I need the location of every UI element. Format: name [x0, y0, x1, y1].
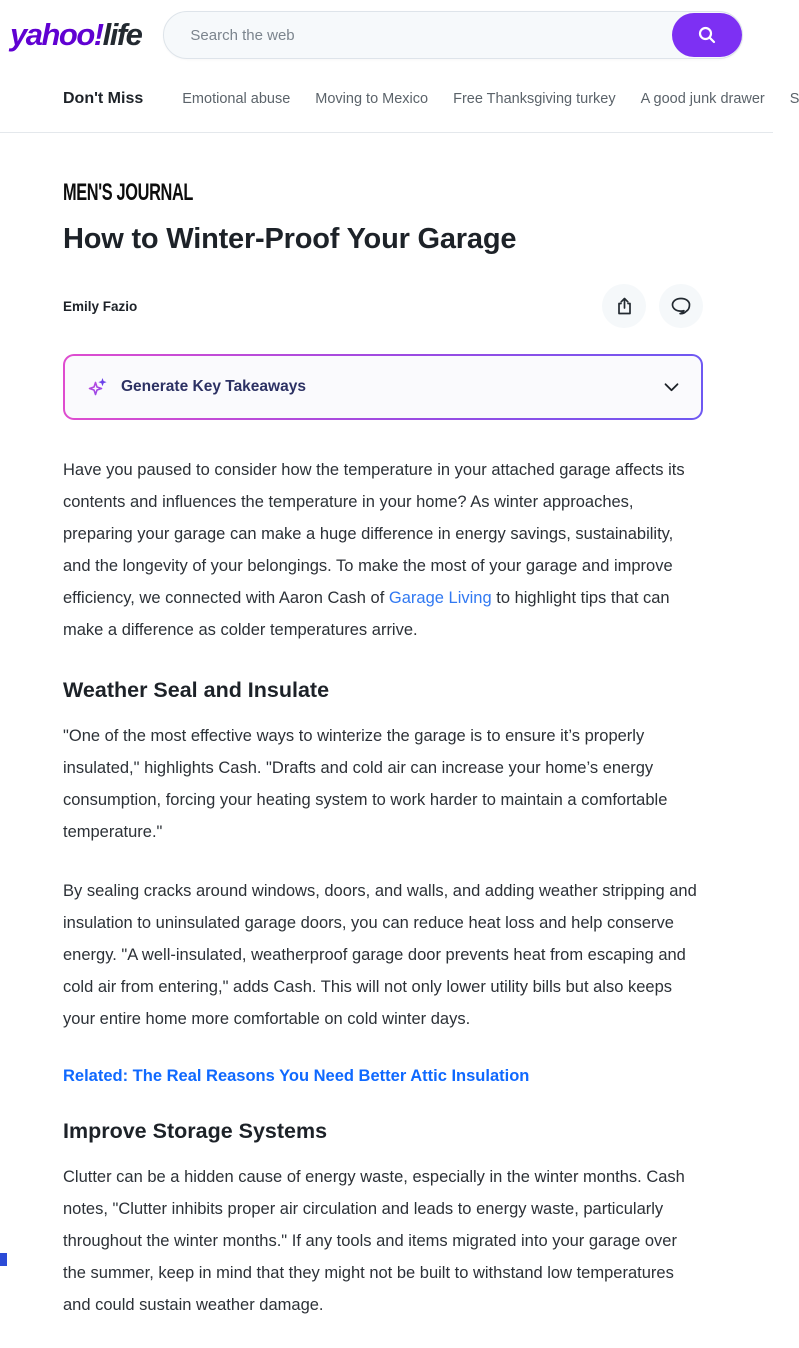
byline-row: [63, 284, 703, 328]
nav-item-moving-to-mexico[interactable]: Moving to Mexico: [315, 91, 429, 107]
nav-label-dont-miss: Don't Miss: [63, 90, 144, 107]
section-heading-weather-seal: Weather Seal and Insulate: [63, 678, 330, 702]
generate-key-takeaways-inner: [65, 356, 701, 418]
chevron-down-icon: [664, 383, 679, 392]
article-body: [63, 454, 703, 1321]
improve-storage-paragraph-1: Clutter can be a hidden cause of energy waste, especially in the winter months. Cash notes, "Clutter inhibits proper air circulation and leads to energy waste, particularly throughout the winter months." If any tools and items migrated into your garage over the summer, keep in mind that they might not be built to withstand low temperatures and could sustain weather damage.: [63, 1168, 685, 1314]
yahoo-logo-brand: yahoo!: [10, 17, 103, 52]
related-attic-insulation-link[interactable]: Related: The Real Reasons You Need Better Attic Insulation: [63, 1067, 530, 1085]
comments-button[interactable]: [659, 284, 703, 328]
share-button[interactable]: [602, 284, 646, 328]
nav-item-free-thanksgiving-turkey[interactable]: Free Thanksgiving turkey: [453, 91, 616, 107]
sparkle-icon: [87, 376, 109, 398]
generate-key-takeaways-label: Generate Key Takeaways: [121, 378, 306, 395]
nav-item-cutoff[interactable]: S: [789, 91, 799, 107]
search-bar: [163, 11, 743, 59]
intro-text-pre: Have you paused to consider how the temperature in your attached garage affects its contents and influences the temperature in your home? As winter approaches, preparing your garage can make a huge difference in energy savings, sustainability, and the longevity of your belongings. To make the most of your garage and improve efficiency, we connected with Aaron Cash of: [63, 461, 685, 607]
nav-item-a-good-junk-drawer[interactable]: A good junk drawer: [640, 91, 765, 107]
mens-journal-logo[interactable]: MEN'S JOURNAL: [63, 179, 194, 206]
share-icon: [614, 296, 635, 317]
garage-living-link[interactable]: Garage Living: [388, 589, 492, 607]
weather-seal-paragraph-2: By sealing cracks around windows, doors, and walls, and adding weather stripping and insulation to uninsulated garage doors, you can reduce heat loss and help conserve energy. "A well-insulated, weatherproof garage door prevents heat from escaping and cold air from entering," adds Cash. This will not only lower utility bills but also keeps your entire home more comfortable on cold winter days.: [63, 882, 697, 1028]
dont-miss-nav: [0, 70, 799, 133]
search-button[interactable]: [672, 13, 742, 57]
article-actions: [602, 284, 703, 328]
site-header: [0, 0, 773, 70]
search-icon: [697, 25, 717, 45]
search-input[interactable]: [163, 11, 743, 59]
nav-item-emotional-abuse[interactable]: Emotional abuse: [182, 91, 291, 107]
generate-key-takeaways-button[interactable]: [63, 354, 703, 420]
yahoo-life-logo[interactable]: [10, 17, 141, 53]
article-title: How to Winter-Proof Your Garage: [63, 223, 517, 255]
comment-bubble-icon: [670, 296, 692, 316]
author-name: Emily Fazio: [63, 298, 138, 314]
partial-element-bottom-left: [0, 1253, 7, 1266]
intro-paragraph: [63, 454, 703, 646]
section-heading-improve-storage: Improve Storage Systems: [63, 1119, 328, 1143]
weather-seal-paragraph-1: "One of the most effective ways to winterize the garage is to ensure it’s properly insulated," highlights Cash. "Drafts and cold air can increase your home’s energy consumption, forcing your heating system to work harder to maintain a comfortable temperature.": [63, 727, 668, 841]
intro-text-post: to highlight tips that can make a difference as colder temperatures arrive.: [63, 589, 670, 639]
yahoo-logo-vertical: life: [102, 17, 142, 52]
article: [63, 133, 703, 1321]
